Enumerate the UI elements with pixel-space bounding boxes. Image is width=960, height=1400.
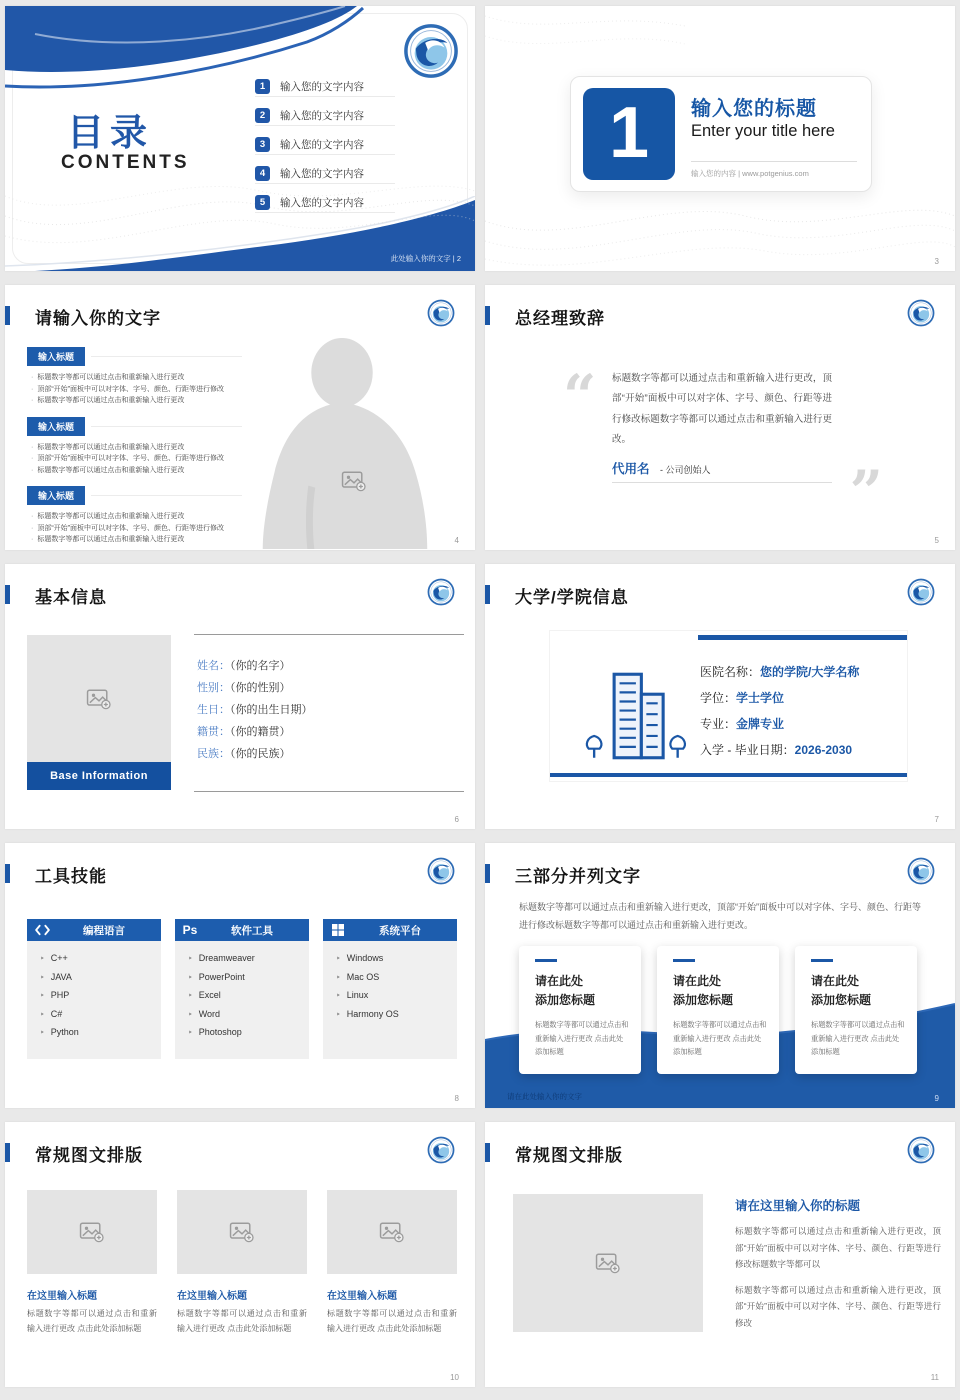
bullet: · 标题数字等都可以通过点击和重新输入进行更改 <box>31 372 242 384</box>
image-placeholder[interactable] <box>513 1194 703 1332</box>
image-plus-icon <box>229 1221 255 1243</box>
section-title-cn: 输入您的标题 <box>691 98 817 120</box>
skill-columns <box>27 919 457 1059</box>
building-icon <box>576 665 694 767</box>
skill-list <box>188 953 309 1037</box>
slide-skills[interactable] <box>5 843 475 1108</box>
text-heading: 请在这里输入你的标题 <box>735 1199 861 1213</box>
image-plus-icon <box>379 1221 405 1243</box>
fields-bottom-rule <box>194 791 464 792</box>
photo-caption: Base Information <box>27 762 171 790</box>
page-number: 4 <box>454 536 459 545</box>
toc-item[interactable] <box>255 192 395 213</box>
field-value: （你的性别） <box>230 682 291 694</box>
slide-header <box>485 1140 955 1170</box>
slide-header <box>485 582 955 612</box>
school-logo <box>907 299 935 327</box>
slide-text-blocks[interactable] <box>5 285 475 550</box>
toc-list <box>255 76 395 221</box>
toc-item-number: 5 <box>255 195 270 210</box>
slide-university-info[interactable] <box>485 564 955 829</box>
field-colon: ： <box>219 726 230 738</box>
slide-header <box>5 861 475 891</box>
school-logo <box>427 857 455 885</box>
item-body: 标题数字等都可以通过点击和重新 输入进行更改 点击此处添加标题 <box>27 1309 157 1333</box>
item-body: 标题数字等都可以通过点击和重新 输入进行更改 点击此处添加标题 <box>327 1309 457 1333</box>
page-number: 8 <box>454 1094 459 1103</box>
card-title-line2: 添加您标题 <box>535 992 596 1007</box>
page-number: 5 <box>934 536 939 545</box>
section-number-badge: 1 <box>583 88 675 180</box>
person-silhouette <box>235 338 453 550</box>
close-quote-icon <box>850 463 883 521</box>
page-number: 6 <box>454 815 459 824</box>
photoshop-icon: Ps <box>182 923 198 937</box>
toc-item-label: 输入您的文字内容 <box>280 167 364 180</box>
page-number: 10 <box>450 1373 459 1382</box>
image-placeholder[interactable] <box>177 1190 307 1274</box>
card-top-bar <box>698 635 907 640</box>
dotted-wave-texture <box>485 181 955 271</box>
title-accent-bar <box>5 864 10 883</box>
group-bullets <box>27 442 242 477</box>
slide-ceo-quote[interactable] <box>485 285 955 550</box>
image-placeholder[interactable] <box>327 1190 457 1274</box>
gallery-row <box>27 1190 457 1337</box>
field-label: 性别 <box>197 682 219 694</box>
bullet: · 标题数字等都可以通过点击和重新输入进行更改 <box>31 395 242 407</box>
bullet: · 标题数字等都可以通过点击和重新输入进行更改 <box>31 465 242 477</box>
school-logo <box>907 578 935 606</box>
field-label: 籍贯 <box>197 726 219 738</box>
skill-item: ‣ Excel <box>188 990 309 1000</box>
skill-item: ‣ C++ <box>40 953 161 963</box>
skill-item: ‣ PHP <box>40 990 161 1000</box>
bullet: · 顶部“开始”面板中可以对字体、字号、颜色、行距等进行修改 <box>31 523 242 535</box>
card-body: 标题数字等都可以通过点击和重新输入进行更改 点击此处添加标题 <box>535 1020 629 1056</box>
skill-column-software <box>175 919 309 1059</box>
paragraph: 标题数字等都可以通过点击和重新输入进行更改，顶部“开始”面板中可以对字体、字号、颜色、行距等进行修改标题数字等都可以 <box>735 1226 941 1270</box>
field-label: 姓名 <box>197 660 219 672</box>
quote-body: 标题数字等都可以通过点击和重新输入进行更改，顶部“开始”面板中可以对字体、字号、颜色、行距等进行修改标题数字等都可以通过点击和重新输入进行更改。 <box>612 373 832 446</box>
field-value: （你的民族） <box>230 748 291 760</box>
bullet: · 标题数字等都可以通过点击和重新输入进行更改 <box>31 442 242 454</box>
text-groups <box>27 347 242 550</box>
slide-footer: 此处输入你的文字 | 2 <box>390 254 461 263</box>
text-card[interactable] <box>519 946 641 1074</box>
card-title-line1: 请在此处 <box>673 974 722 988</box>
skill-item: ‣ PowerPoint <box>188 972 309 982</box>
quote-author-name: 代用名 <box>612 462 650 476</box>
skill-item: ‣ Photoshop <box>188 1027 309 1037</box>
page-number: 11 <box>930 1373 939 1382</box>
quote-author-role: - 公司创始人 <box>659 465 711 475</box>
photo-placeholder[interactable] <box>27 635 171 762</box>
title-accent-bar <box>5 306 10 325</box>
university-card <box>549 630 908 782</box>
gallery-item <box>327 1190 457 1337</box>
field-colon: ： <box>219 704 230 716</box>
skill-item: ‣ Dreamweaver <box>188 953 309 963</box>
slide-title: 常规图文排版 <box>35 1146 143 1165</box>
title-accent-bar <box>485 306 490 325</box>
quote-signature <box>612 459 710 478</box>
column-header: 编程语言 <box>83 924 125 937</box>
field-label: 学位： <box>700 691 737 705</box>
card-title-line2: 添加您标题 <box>673 992 734 1007</box>
skill-item: ‣ Harmony OS <box>336 1009 457 1019</box>
university-fields <box>700 663 859 767</box>
field-value: （你的籍贯） <box>230 726 291 738</box>
page-number: 9 <box>934 1094 939 1103</box>
field-label: 生日 <box>197 704 219 716</box>
image-plus-icon <box>79 1221 105 1243</box>
page-number: 3 <box>934 257 939 266</box>
text-column <box>735 1196 941 1331</box>
item-title: 在这里输入标题 <box>327 1291 397 1302</box>
intro-paragraph: 标题数字等都可以通过点击和重新输入进行更改，顶部“开始”面板中可以对字体、字号、颜色、行距等进行修改标题数字等都可以通过点击和重新输入进行更改。 <box>519 902 921 930</box>
group-badge: 输入标题 <box>27 486 85 505</box>
skill-column-platforms <box>323 919 457 1059</box>
dotted-corner-texture <box>485 6 685 76</box>
toc-item[interactable] <box>255 76 395 97</box>
slide-header <box>485 861 955 891</box>
bullet: · 顶部“开始”面板中可以对字体、字号、颜色、行距等进行修改 <box>31 384 242 396</box>
slide-title: 工具技能 <box>35 867 107 886</box>
card-accent-dash <box>673 959 695 962</box>
open-quote-icon <box>563 367 596 425</box>
card-title-line1: 请在此处 <box>535 974 584 988</box>
field-colon: ： <box>219 660 230 672</box>
field-value: （你的出生日期） <box>230 704 313 716</box>
title-accent-bar <box>485 585 490 604</box>
item-body: 标题数字等都可以通过点击和重新 输入进行更改 点击此处添加标题 <box>177 1309 307 1333</box>
card-accent-dash <box>535 959 557 962</box>
card-title-line1: 请在此处 <box>811 974 860 988</box>
toc-item[interactable] <box>255 163 395 184</box>
skill-item: ‣ Linux <box>336 990 457 1000</box>
slide-title: 常规图文排版 <box>515 1146 623 1165</box>
school-logo <box>427 299 455 327</box>
group-bullets <box>27 511 242 546</box>
toc-title-cn: 目录 <box>67 112 153 153</box>
title-accent-bar <box>485 1143 490 1162</box>
section-caption: 输入您的内容 | www.potgenius.com <box>691 161 857 179</box>
slide-toc[interactable] <box>5 6 475 271</box>
slide-title: 三部分并列文字 <box>515 867 641 886</box>
field-value: （你的名字） <box>230 660 291 672</box>
text-card[interactable] <box>657 946 779 1074</box>
toc-item-number: 1 <box>255 79 270 94</box>
slide-section-divider[interactable] <box>485 6 955 271</box>
toc-item[interactable] <box>255 105 395 126</box>
item-title: 在这里输入标题 <box>177 1291 247 1302</box>
field-label: 医院名称： <box>700 665 761 679</box>
card-accent-dash <box>811 959 833 962</box>
toc-item-number: 2 <box>255 108 270 123</box>
skill-list <box>40 953 161 1037</box>
signature-rule <box>612 482 832 483</box>
gallery-item <box>27 1190 157 1337</box>
image-plus-icon[interactable] <box>341 470 367 492</box>
field-label: 民族 <box>197 748 219 760</box>
skill-item: ‣ C# <box>40 1009 161 1019</box>
slide-title: 总经理致辞 <box>515 309 605 328</box>
bullet: · 顶部“开始”面板中可以对字体、字号、颜色、行距等进行修改 <box>31 453 242 465</box>
toc-item-label: 输入您的文字内容 <box>280 109 364 122</box>
field-value: 您的学院/大学名称 <box>760 665 860 679</box>
toc-item-number: 4 <box>255 166 270 181</box>
school-logo <box>403 23 459 79</box>
title-accent-bar <box>485 864 490 883</box>
field-label: 专业： <box>700 717 737 731</box>
toc-item[interactable] <box>255 134 395 155</box>
card-body: 标题数字等都可以通过点击和重新输入进行更改 点击此处添加标题 <box>673 1020 767 1056</box>
column-header: 系统平台 <box>379 924 421 937</box>
title-accent-bar <box>5 585 10 604</box>
title-accent-bar <box>5 1143 10 1162</box>
image-plus-icon <box>86 688 112 710</box>
slide-title: 请输入你的文字 <box>35 309 161 328</box>
toc-item-label: 输入您的文字内容 <box>280 138 364 151</box>
image-placeholder[interactable] <box>27 1190 157 1274</box>
slide-header <box>5 303 475 333</box>
toc-item-label: 输入您的文字内容 <box>280 80 364 93</box>
slide-image-text[interactable] <box>485 1122 955 1387</box>
badge-rule <box>91 356 242 357</box>
bullet: · 标题数字等都可以通过点击和重新输入进行更改 <box>31 534 242 546</box>
card-bottom-bar <box>550 773 907 777</box>
toc-item-number: 3 <box>255 137 270 152</box>
field-colon: ： <box>219 748 230 760</box>
slide-gallery[interactable] <box>5 1122 475 1387</box>
section-title-en: Enter your title here <box>691 122 835 140</box>
item-title: 在这里输入标题 <box>27 1291 97 1302</box>
field-value: 学士学位 <box>736 691 785 705</box>
field-colon: ： <box>219 682 230 694</box>
code-icon <box>27 924 57 936</box>
skill-list <box>336 953 457 1019</box>
school-logo <box>427 578 455 606</box>
slide-footer: 请在此处输入你的文字 <box>507 1092 582 1101</box>
page-number: 7 <box>934 815 939 824</box>
card-body: 标题数字等都可以通过点击和重新输入进行更改 点击此处添加标题 <box>811 1020 905 1056</box>
slide-header <box>5 1140 475 1170</box>
section-card <box>570 76 872 192</box>
school-logo <box>907 857 935 885</box>
slide-three-columns[interactable] <box>485 843 955 1108</box>
group-badge: 输入标题 <box>27 347 85 366</box>
slide-title: 基本信息 <box>35 588 107 607</box>
group-badge: 输入标题 <box>27 417 85 436</box>
image-plus-icon <box>595 1252 621 1274</box>
skill-item: ‣ Windows <box>336 953 457 963</box>
skill-item: ‣ Python <box>40 1027 161 1037</box>
slide-header <box>5 582 475 612</box>
card-title-line2: 添加您标题 <box>811 992 872 1007</box>
school-logo <box>907 1136 935 1164</box>
skill-column-programming <box>27 919 161 1059</box>
paragraph: 标题数字等都可以通过点击和重新输入进行更改，顶部“开始”面板中可以对字体、字号、颜色、行距等进行修改 <box>735 1284 941 1328</box>
badge-rule <box>91 426 242 427</box>
fields-top-rule <box>194 634 464 635</box>
slide-header <box>485 303 955 333</box>
badge-rule <box>91 495 242 496</box>
field-value: 2026-2030 <box>794 743 853 757</box>
field-label: 入学 - 毕业日期： <box>700 743 795 757</box>
bullet: · 标题数字等都可以通过点击和重新输入进行更改 <box>31 511 242 523</box>
gallery-item <box>177 1190 307 1337</box>
school-logo <box>427 1136 455 1164</box>
info-fields <box>197 657 313 767</box>
cards-row <box>519 946 917 1074</box>
skill-item: ‣ Word <box>188 1009 309 1019</box>
toc-title-en: CONTENTS <box>61 152 190 173</box>
slide-base-info[interactable] <box>5 564 475 829</box>
column-header: 软件工具 <box>231 924 273 937</box>
slide-title: 大学/学院信息 <box>515 588 629 607</box>
text-card[interactable] <box>795 946 917 1074</box>
field-value: 金牌专业 <box>736 717 785 731</box>
windows-icon <box>323 924 353 936</box>
skill-item: ‣ Mac OS <box>336 972 457 982</box>
toc-item-label: 输入您的文字内容 <box>280 196 364 209</box>
skill-item: ‣ JAVA <box>40 972 161 982</box>
group-bullets <box>27 372 242 407</box>
